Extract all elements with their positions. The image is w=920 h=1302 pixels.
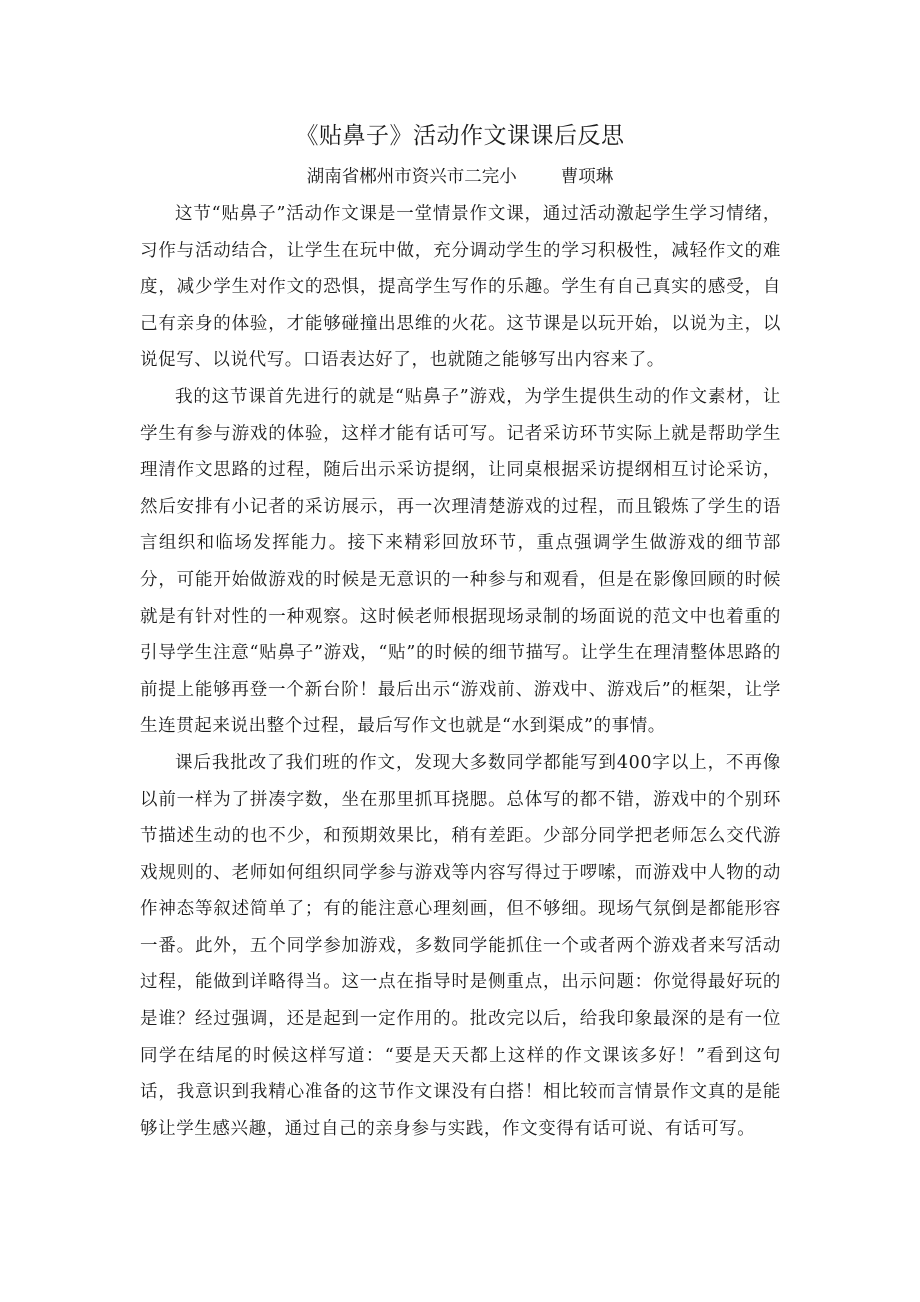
body-paragraph-2: 我的这节课首先进行的就是“贴鼻子”游戏，为学生提供生动的作文素材，让学生有参与游戏的体验，这样才能有话可写。记者采访环节实际上就是帮助学生理清作文思路的过程，随后出示采访提纲，让同桌根据采访提纲相互讨论采访，然后安排有小记者的采访展示，再一次理清楚游戏的过程，而且锻炼了学生的语言组织和临场发挥能力。接下来精彩回放环节，重点强调学生做游戏的细节部分，可能开始做游戏的时候是无意识的一种参与和观看，但是在影像回顾的时候就是有针对性的一种观察。这时候老师根据现场录制的场面说的范文中也着重的引导学生注意“贴鼻子”游戏，“贴”的时候的细节描写。让学生在理清整体思路的前提上能够再登一个新台阶！最后出示“游戏前、游戏中、游戏后”的框架，让学生连贯起来说出整个过程，最后写作文也就是“水到渠成”的事情。 [140, 386, 781, 737]
byline-author: 曹项琳 [560, 167, 614, 187]
byline-school: 湖南省郴州市资兴市二完小 [306, 167, 517, 187]
document-byline [0, 164, 920, 190]
document-body [140, 196, 781, 1147]
body-paragraph-1: 这节“贴鼻子”活动作文课是一堂情景作文课，通过活动激起学生学习情绪，习作与活动结合，让学生在玩中做，充分调动学生的学习积极性，减轻作文的难度，减少学生对作文的恐惧，提高学生写作的乐趣。学生有自己真实的感受，自己有亲身的体验，才能够碰撞出思维的火花。这节课是以玩开始，以说为主，以说促写、以说代写。口语表达好了，也就随之能够写出内容来了。 [140, 204, 781, 371]
document-title: 《贴鼻子》活动作文课课后反思 [295, 123, 625, 149]
body-paragraph-3: 课后我批改了我们班的作文，发现大多数同学都能写到400字以上，不再像以前一样为了拼凑字数，坐在那里抓耳挠腮。总体写的都不错，游戏中的个别环节描述生动的也不少，和预期效果比，稍有差距。少部分同学把老师怎么交代游戏规则的、老师如何组织同学参与游戏等内容写得过于啰嗦，而游戏中人物的动作神态等叙述简单了；有的能注意心理刻画，但不够细。现场气氛倒是都能形容一番。此外，五个同学参加游戏，多数同学能抓住一个或者两个游戏者来写活动过程，能做到详略得当。这一点在指导时是侧重点，出示问题：你觉得最好玩的是谁？经过强调，还是起到一定作用的。批改完以后，给我印象最深的是有一位同学在结尾的时候这样写道：“要是天天都上这样的作文课该多好！”看到这句话，我意识到我精心准备的这节作文课没有白搭！相比较而言情景作文真的是能够让学生感兴趣，通过自己的亲身参与实践，作文变得有话可说、有话可写。 [140, 752, 781, 1139]
